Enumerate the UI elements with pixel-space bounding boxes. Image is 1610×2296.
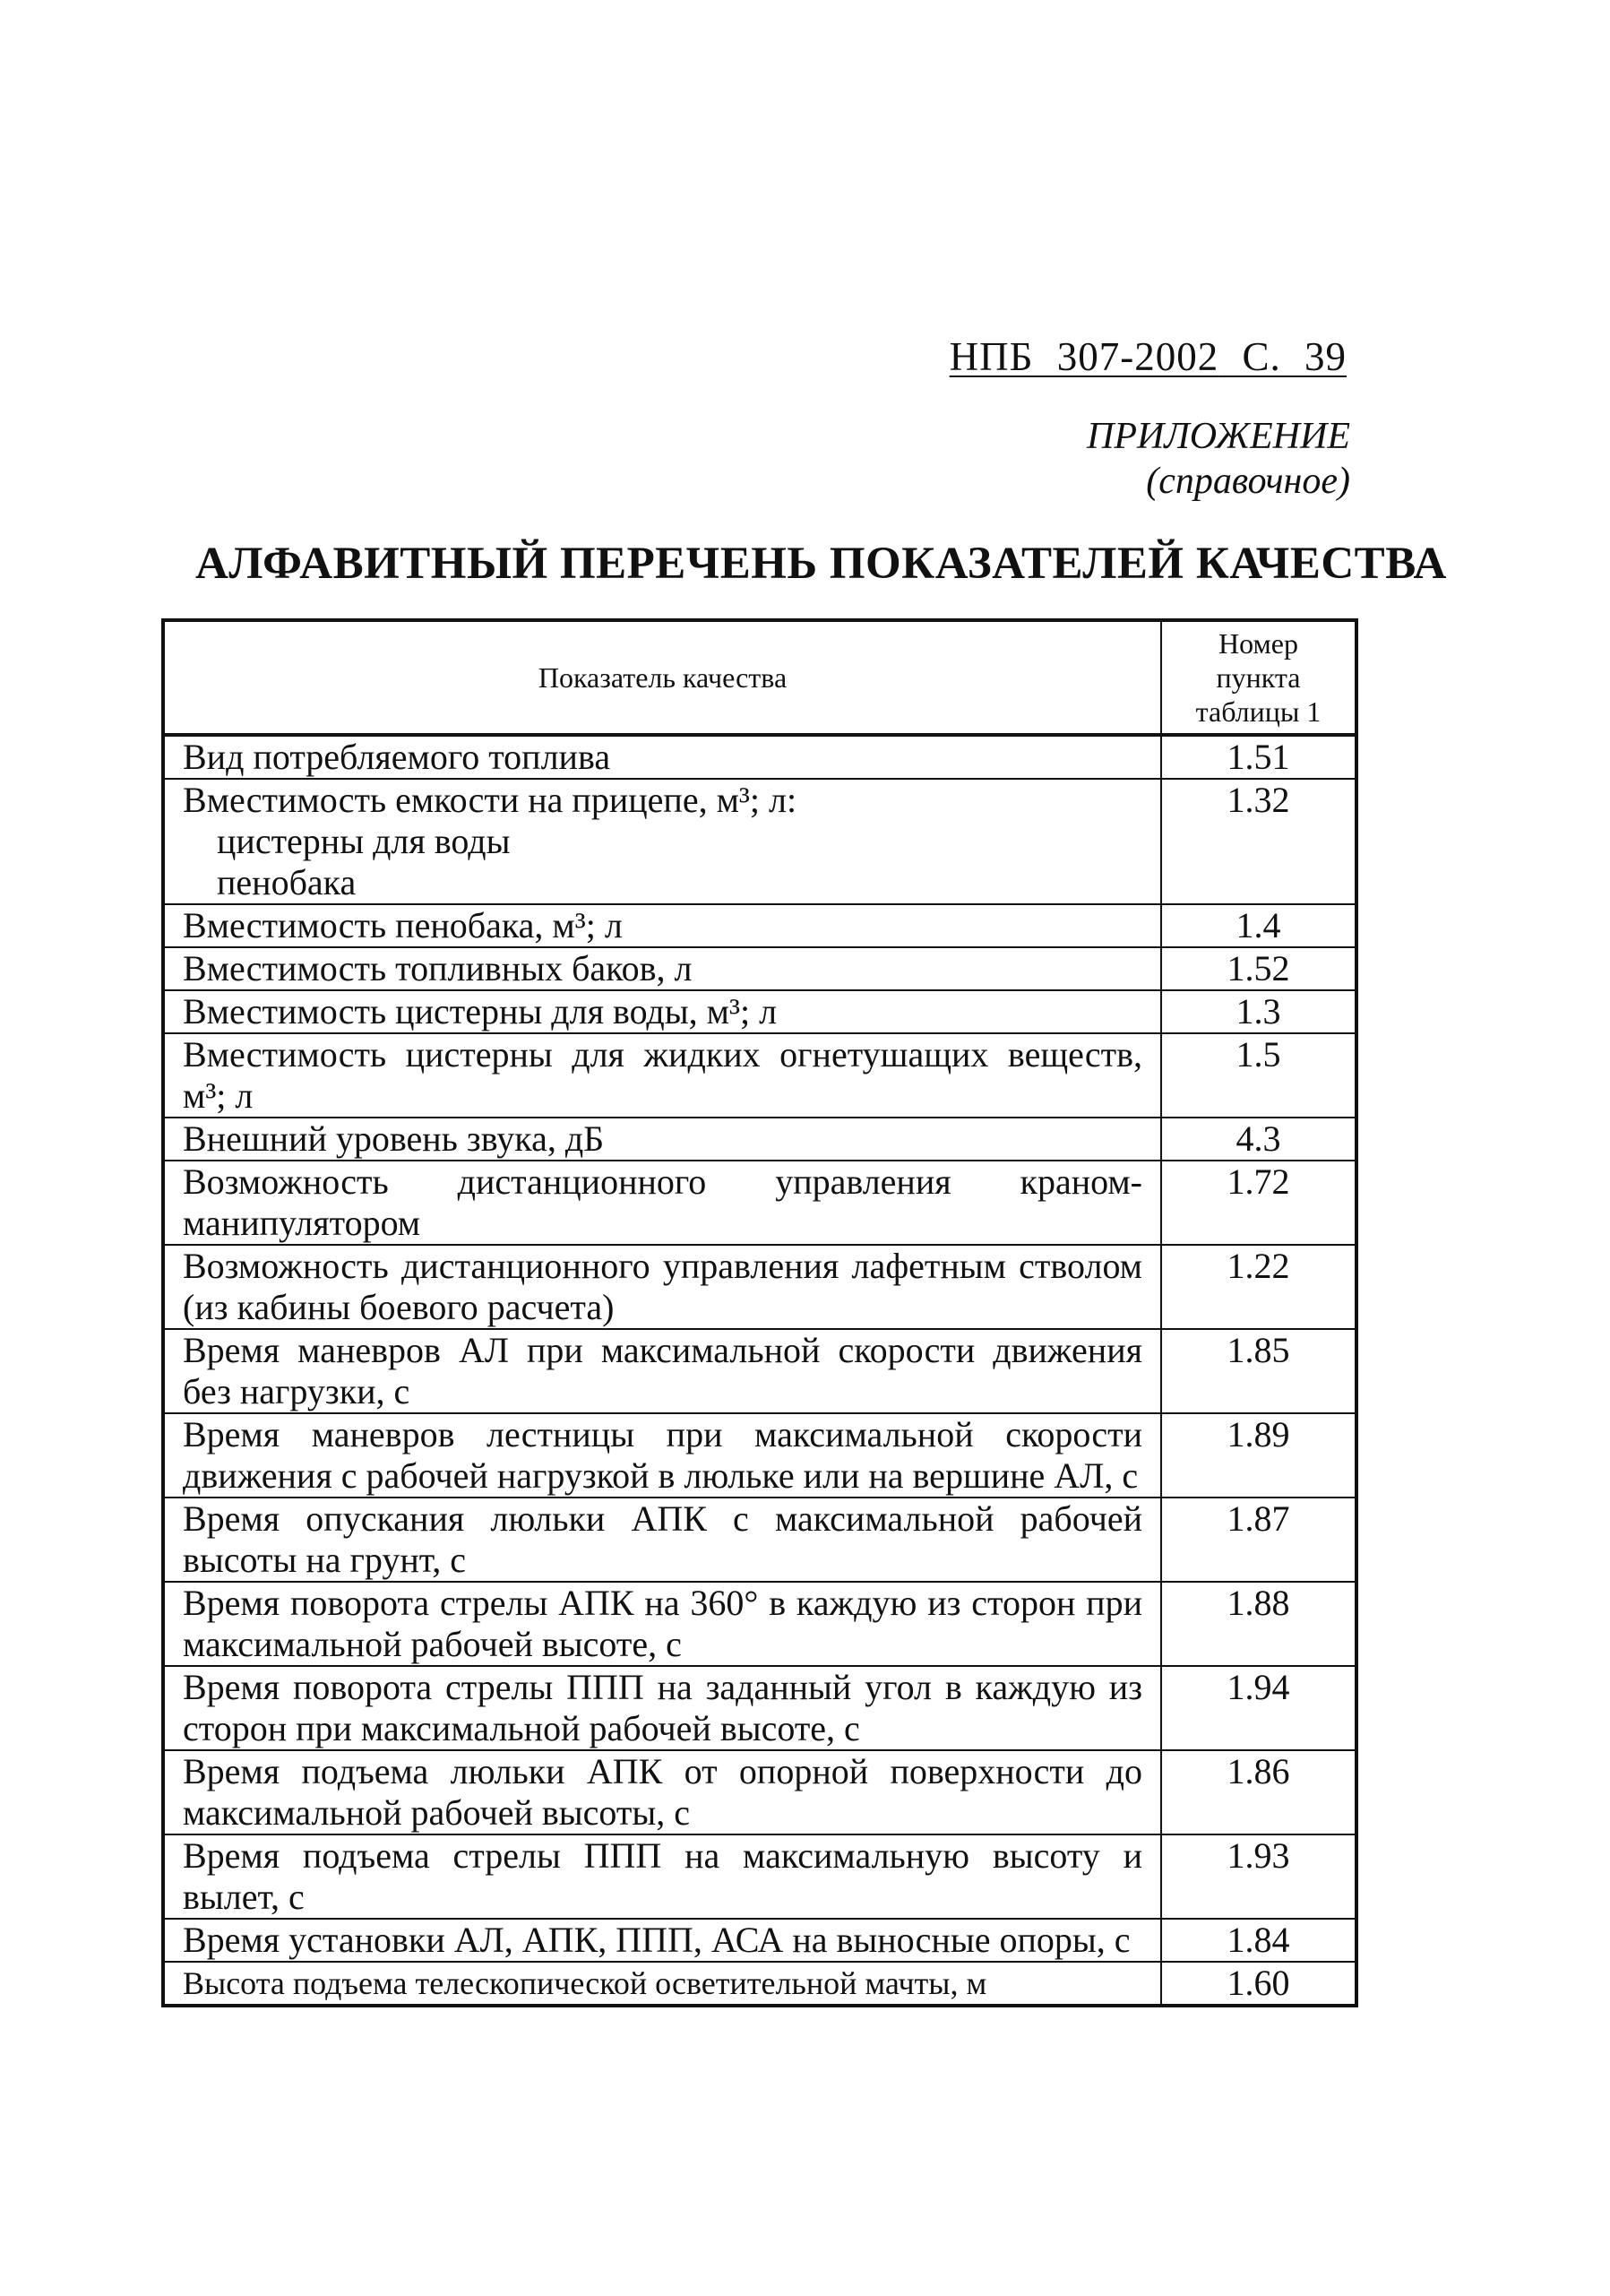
item-number: 1.4 [1161,904,1356,947]
table-row [163,1033,1356,1118]
item-number: 1.3 [1161,990,1356,1033]
indicator-name: Высота подъема телескопической осветительной мачты, м [163,1962,1161,2006]
table-row [163,1666,1356,1750]
indicator-name: Возможность дистанционного управления лафетным стволом (из кабины боевого расчета) [163,1245,1161,1329]
table-row [163,735,1356,779]
item-number: 1.85 [1161,1329,1356,1413]
document-title: АЛФАВИТНЫЙ ПЕРЕЧЕНЬ ПОКАЗАТЕЛЕЙ КАЧЕСТВА [195,539,1447,589]
indicator-subitem: пенобака [217,862,357,902]
item-number: 1.86 [1161,1750,1356,1834]
item-number: 1.22 [1161,1245,1356,1329]
table-row [163,1161,1356,1245]
indicator-name: Возможность дистанционного управления краном-манипулятором [163,1161,1161,1245]
table-row [163,1919,1356,1962]
indicator-name: Время установки АЛ, АПК, ППП, АСА на выносные опоры, с [163,1919,1161,1962]
table-row [163,1413,1356,1498]
indicator-subitem: цистерны для воды [217,821,511,861]
indicator-name: Время подъема стрелы ППП на максимальную высоту и вылет, с [163,1834,1161,1919]
appendix-title: ПРИЛОЖЕНИЕ [1087,416,1350,457]
indicator-name: Вместимость цистерны для воды, м³; л [163,990,1161,1033]
table-header-row [163,620,1356,735]
header-item-number-line: пункта [1216,661,1301,694]
indicator-table-wrapper [161,618,1355,2007]
item-number: 1.52 [1161,947,1356,990]
header-item-number [1161,620,1356,735]
header-item-number-line: таблицы 1 [1195,695,1322,728]
item-number: 1.84 [1161,1919,1356,1962]
indicator-name: Вместимость топливных баков, л [163,947,1161,990]
indicator-name: Время поворота стрелы ППП на заданный угол в каждую из сторон при максимальной рабочей высоте, с [163,1666,1161,1750]
indicator-name: Вместимость пенобака, м³; л [163,904,1161,947]
indicator-name: Время поворота стрелы АПК на 360° в каждую из сторон при максимальной рабочей высоте, с [163,1582,1161,1666]
item-number: 1.94 [1161,1666,1356,1750]
table-row [163,1118,1356,1161]
table-row [163,1498,1356,1582]
table-row [163,1582,1356,1666]
indicator-name: Время опускания люльки АПК с максимальной рабочей высоты на грунт, с [163,1498,1161,1582]
indicator-name: Время подъема люльки АПК от опорной поверхности до максимальной рабочей высоты, с [163,1750,1161,1834]
page-header [950,333,1347,380]
appendix-label [1087,414,1350,504]
item-number: 1.89 [1161,1413,1356,1498]
table-row [163,1245,1356,1329]
indicator-name: Время маневров АЛ при максимальной скорости движения без нагрузки, с [163,1329,1161,1413]
indicator-name: Внешний уровень звука, дБ [163,1118,1161,1161]
item-number: 1.93 [1161,1834,1356,1919]
table-row [163,1962,1356,2006]
item-number: 1.88 [1161,1582,1356,1666]
table-row [163,990,1356,1033]
item-number: 4.3 [1161,1118,1356,1161]
item-number: 1.51 [1161,735,1356,779]
item-number: 1.72 [1161,1161,1356,1245]
appendix-type: (справочное) [1146,461,1350,502]
item-number: 1.32 [1161,779,1356,904]
indicator-table [161,618,1358,2007]
document-code: НПБ 307-2002 [949,334,1219,379]
item-number: 1.60 [1161,1962,1356,2006]
table-row [163,1750,1356,1834]
indicator-name-cell [163,779,1161,904]
table-row [163,1834,1356,1919]
table-row [163,1329,1356,1413]
table-row [163,904,1356,947]
header-item-number-line: Номер [1218,627,1298,660]
item-number: 1.5 [1161,1033,1356,1118]
indicator-name: Время маневров лестницы при максимальной скорости движения с рабочей нагрузкой в люльке или на вершине АЛ, с [163,1413,1161,1498]
page-number: С. 39 [1242,334,1347,379]
table-row [163,779,1356,904]
item-number: 1.87 [1161,1498,1356,1582]
table-row [163,947,1356,990]
header-indicator: Показатель качества [163,620,1161,735]
indicator-name: Вид потребляемого топлива [163,735,1161,779]
indicator-name: Вместимость цистерны для жидких огнетушащих веществ, м³; л [163,1033,1161,1118]
indicator-name: Вместимость емкости на прицепе, м³; л: [183,780,797,820]
